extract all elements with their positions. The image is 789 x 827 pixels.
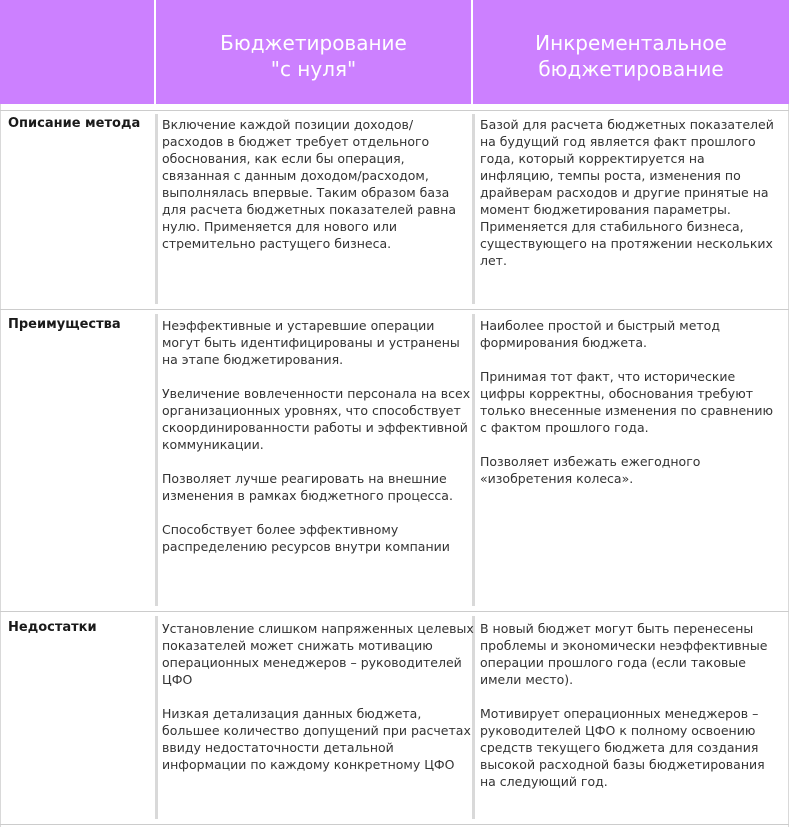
paragraph: Позволяет избежать ежегодного «изобретения колеса». bbox=[480, 454, 701, 486]
paragraph: Мотивирует операционных менеджеров – руководителей ЦФО к полному освоению средств текущего бюджета для создания высокой расходной базы бюджетирования на следующий год. bbox=[480, 706, 765, 789]
row-label-method-description: Описание метода bbox=[8, 116, 141, 131]
header-title-zero-based bbox=[156, 30, 471, 82]
paragraph: Включение каждой позиции доходов/расходов в бюджет требует отдельного обоснования, как если бы операция, связанная с данным доходом/расходом, выполнялась впервые. Таким образом база для расчета бюджетных показателей равна нулю. Применяется для нового или стремительно растущего бизнеса. bbox=[162, 117, 456, 251]
header-title-zero-based-line2: "с нуля" bbox=[270, 57, 357, 81]
header-cell-zero-based bbox=[156, 0, 471, 104]
header-cell-incremental bbox=[473, 0, 789, 104]
column-divider bbox=[155, 114, 158, 304]
cell-zero-based-advantages bbox=[162, 317, 474, 555]
row-divider bbox=[0, 309, 789, 310]
header-title-incremental-line1: Инкрементальное bbox=[535, 31, 727, 55]
cell-zero-based-disadvantages bbox=[162, 620, 474, 773]
paragraph: Увеличение вовлеченности персонала на всех организационных уровнях, что способствует скоординированности работы и эффективной коммуникации. bbox=[162, 386, 471, 452]
paragraph: В новый бюджет могут быть перенесены проблемы и экономически неэффективные операции прошлого года (если таковые имели место). bbox=[480, 621, 768, 687]
row-divider bbox=[0, 110, 789, 111]
cell-incremental-disadvantages bbox=[480, 620, 780, 790]
table-left-border bbox=[0, 104, 1, 827]
paragraph: Способствует более эффективному распределению ресурсов внутри компании bbox=[162, 522, 450, 554]
header-title-zero-based-line1: Бюджетирование bbox=[220, 31, 407, 55]
paragraph: Наиболее простой и быстрый метод формирования бюджета. bbox=[480, 318, 720, 350]
header-empty-cell bbox=[0, 0, 154, 104]
paragraph: Неэффективные и устаревшие операции могут быть идентифицированы и устранены на этапе бюджетирования. bbox=[162, 318, 460, 367]
table-bottom-border bbox=[0, 824, 789, 825]
paragraph: Позволяет лучше реагировать на внешние изменения в рамках бюджетного процесса. bbox=[162, 471, 453, 503]
column-divider bbox=[155, 616, 158, 819]
cell-incremental-description bbox=[480, 116, 780, 269]
header-title-incremental bbox=[473, 30, 789, 82]
paragraph: Низкая детализация данных бюджета, большее количество допущений при расчетах ввиду недостаточности детальной информации по каждому конкретному ЦФО bbox=[162, 706, 471, 772]
header-title-incremental-line2: бюджетирование bbox=[538, 57, 724, 81]
paragraph: Базой для расчета бюджетных показателей на будущий год является факт прошлого года, который корректируется на инфляцию, темпы роста, изменения по драйверам расходов и другие принятые на момент бюджетирования параметры. Применяется для стабильного бизнеса, существующего на протяжении нескольких лет. bbox=[480, 117, 774, 268]
paragraph: Установление слишком напряженных целевых показателей может снижать мотивацию операционных менеджеров – руководителей ЦФО bbox=[162, 621, 474, 687]
cell-incremental-advantages bbox=[480, 317, 780, 487]
row-divider bbox=[0, 611, 789, 612]
row-label-disadvantages: Недостатки bbox=[8, 620, 97, 635]
column-divider bbox=[155, 314, 158, 606]
paragraph: Принимая тот факт, что исторические цифры корректны, обоснования требуют только внесенные изменения по сравнению с фактом прошлого года. bbox=[480, 369, 773, 435]
row-label-advantages: Преимущества bbox=[8, 317, 121, 332]
cell-zero-based-description bbox=[162, 116, 474, 252]
